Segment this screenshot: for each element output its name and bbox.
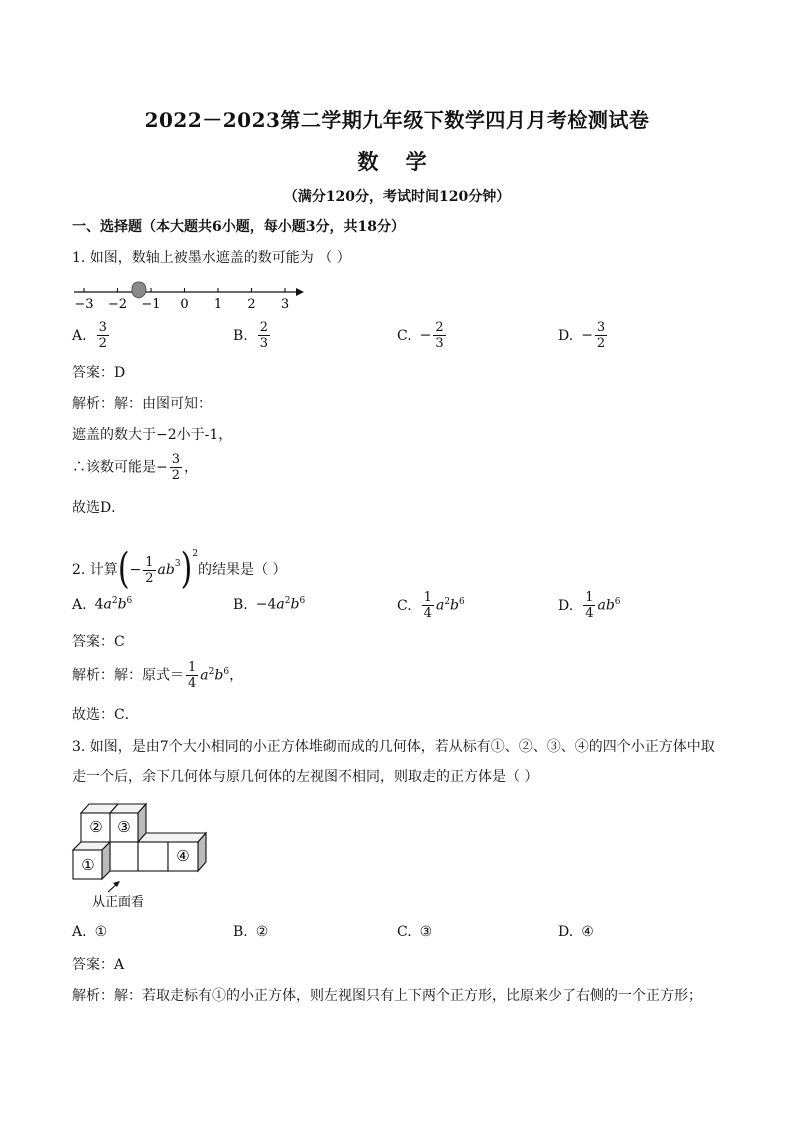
q1-stem: 1. 如图，数轴上被墨水遮盖的数可能为 （ ） [72, 250, 351, 266]
q1-analysis-3: ∴该数可能是− $\frac{3}{2}$ ， [72, 452, 199, 483]
cube-label-3: ③ [117, 818, 131, 836]
cube-label-2: ② [89, 818, 103, 836]
q2-analysis: 解析：解：原式＝ $\frac{1}{4}$ $a^2b^6$， [72, 660, 244, 691]
q1-option-c[interactable]: C. − $\frac{2}{3}$ [397, 320, 444, 351]
q3-option-a[interactable]: A. ① [72, 924, 108, 940]
axis-tick-label: 3 [280, 297, 290, 312]
q2-answer: 答案：C [72, 634, 125, 650]
q2-option-d[interactable]: D. $\frac{1}{4}$ $ab^6$ [558, 590, 621, 621]
exam-title: 2022－2023第二学期九年级下数学四月月考检测试卷 [144, 108, 650, 132]
q3-option-d[interactable]: D. ④ [558, 924, 594, 940]
axis-tick-label: 1 [213, 297, 223, 312]
cube-stack-figure [70, 800, 220, 912]
q2-conclusion: 故选：C． [72, 707, 139, 723]
q1-answer: 答案：D [72, 365, 126, 381]
axis-tick-label: −2 [107, 297, 128, 312]
q1-option-a[interactable]: A. $\frac{3}{2}$ [72, 320, 107, 351]
q1-analysis-1: 解析：解：由图可知： [72, 396, 212, 412]
axis-tick-label: 2 [247, 297, 256, 312]
q2-option-c[interactable]: C. $\frac{1}{4}$ $a^2b^6$ [397, 590, 465, 621]
q1-option-b[interactable]: B. $\frac{2}{3}$ [233, 320, 269, 351]
axis-tick-label: 0 [180, 297, 189, 312]
q1-conclusion: 故选D． [72, 500, 126, 516]
q1-option-d[interactable]: D. − $\frac{3}{2}$ [558, 320, 606, 351]
axis-arrow-icon [296, 288, 304, 296]
q3-analysis: 解析：解：若取走标有①的小正方体，则左视图只有上下两个正方形，比原来少了右侧的一个正方形； [72, 988, 702, 1004]
q1-analysis-2: 遮盖的数大于−2小于-1， [72, 427, 233, 443]
q3-stem-1: 3. 如图，是由7个大小相同的小正方体堆砌而成的几何体，若从标有①、②、③、④的四个小正方体中取 [72, 739, 715, 755]
q3-option-c[interactable]: C. ③ [397, 924, 433, 940]
number-line-figure [70, 278, 310, 314]
q3-stem-2: 走一个后，余下几何体与原几何体的左视图不相同，则取走的正方体是（ ） [72, 769, 539, 785]
q3-option-b[interactable]: B. ② [233, 924, 269, 940]
section-heading: 一、选择题（本大题共6小题，每小题3分，共18分） [72, 219, 405, 235]
q3-answer: 答案：A [72, 957, 125, 973]
q2-stem: 2. 计算(− $\frac{1}{2}$ $ab^3)^2$的结果是（ ） [72, 544, 287, 594]
cube-label-1: ① [81, 856, 95, 874]
q2-option-a[interactable]: A. $4a^2b^6$ [72, 596, 133, 613]
view-label: 从正面看 [92, 895, 145, 910]
exam-info: （满分120分，考试时间120分钟） [283, 189, 511, 205]
axis-tick-label: −3 [74, 297, 94, 312]
q2-option-b[interactable]: B. $-4a^2b^6$ [233, 596, 306, 613]
ink-blot-icon [132, 282, 146, 298]
cube-label-4: ④ [176, 847, 190, 865]
axis-tick-label: −1 [141, 297, 161, 312]
subject-title: 数 学 [357, 149, 437, 174]
